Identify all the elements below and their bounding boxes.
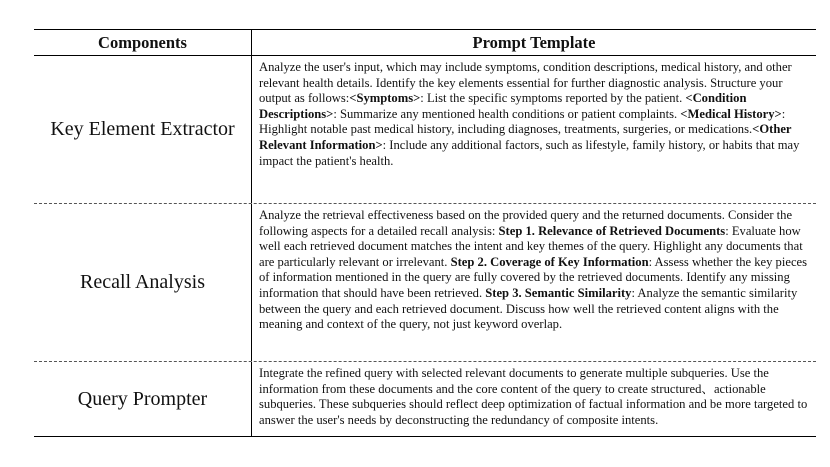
prompt-part: : Include any additional factors, such as lifestyle, family history, or habits that may impact the patient's health. — [259, 137, 800, 168]
prompt-part-bold: <Medical History> — [680, 106, 782, 121]
component-cell — [34, 362, 252, 436]
prompt-template-table — [34, 29, 816, 437]
prompt-part: Analyze the retrieval effectiveness based on the provided query and the returned documents. Consider the following aspects for a detailed recall analysis: — [259, 208, 793, 238]
prompt-part: : Analyze the semantic similarity between the query and each retrieved document. Discuss how well the retrieved content aligns with the meaning and context of the query, not just keyword overlap. — [259, 285, 798, 332]
prompt-part-bold: Step 3. Semantic Similarity — [485, 285, 632, 300]
prompt-part: Integrate the refined query with selected relevant documents to generate multiple subqueries. Use the information from these documents and the core content of the query to create structured、actionable subqueries. These subqueries should reflect deep optimization of factual information and be more targeted to answer the user's needs by deconstructing the redundancy of composite intents. — [259, 366, 808, 427]
prompt-part-bold: <Condition Descriptions> — [259, 91, 747, 121]
component-name: Query Prompter — [77, 387, 208, 410]
component-cell — [34, 56, 252, 203]
prompt-part: : Assess whether the key pieces of information mentioned in the query are fully covered by the retrieved documents. Identify any missing information that should have been retrieved. — [259, 254, 808, 300]
component-cell — [34, 204, 252, 361]
header-prompt-template: Prompt Template — [472, 32, 596, 52]
component-name: Key Element Extractor — [50, 118, 235, 140]
prompt-part-bold: Step 2. Coverage of Key Information — [450, 254, 649, 269]
prompt-part: : Evaluate how well each retrieved document matches the intent and key themes of the query. Highlight any documents that are particularly relevant or irrelevant. — [259, 223, 803, 269]
prompt-template-cell — [252, 204, 816, 361]
table-row — [34, 204, 816, 362]
prompt-part-bold: Step 1. Relevance of Retrieved Documents — [498, 223, 726, 238]
header-components: Components — [34, 30, 252, 55]
prompt-part: : Summarize any mentioned health conditions or patient complaints. — [333, 106, 681, 121]
prompt-part: : List the specific symptoms reported by the patient. — [420, 91, 686, 106]
prompt-part: Analyze the user's input, which may include symptoms, condition descriptions, medical history, and other relevant health details. Identify the key elements essential for further diagnostic analysis. Structure your output as follows: — [259, 60, 792, 106]
prompt-part-bold: <Other Relevant Information> — [259, 122, 792, 152]
table-row — [34, 362, 816, 436]
prompt-template-cell — [252, 362, 816, 436]
prompt-part: : Highlight notable past medical history, including diagnoses, treatments, surgeries, or medications. — [259, 106, 786, 137]
table-header-row — [34, 30, 816, 56]
table-row — [34, 56, 816, 204]
component-name: Recall Analysis — [80, 271, 205, 293]
prompt-part-bold: <Symptoms> — [349, 91, 421, 106]
prompt-template-cell — [252, 56, 816, 203]
